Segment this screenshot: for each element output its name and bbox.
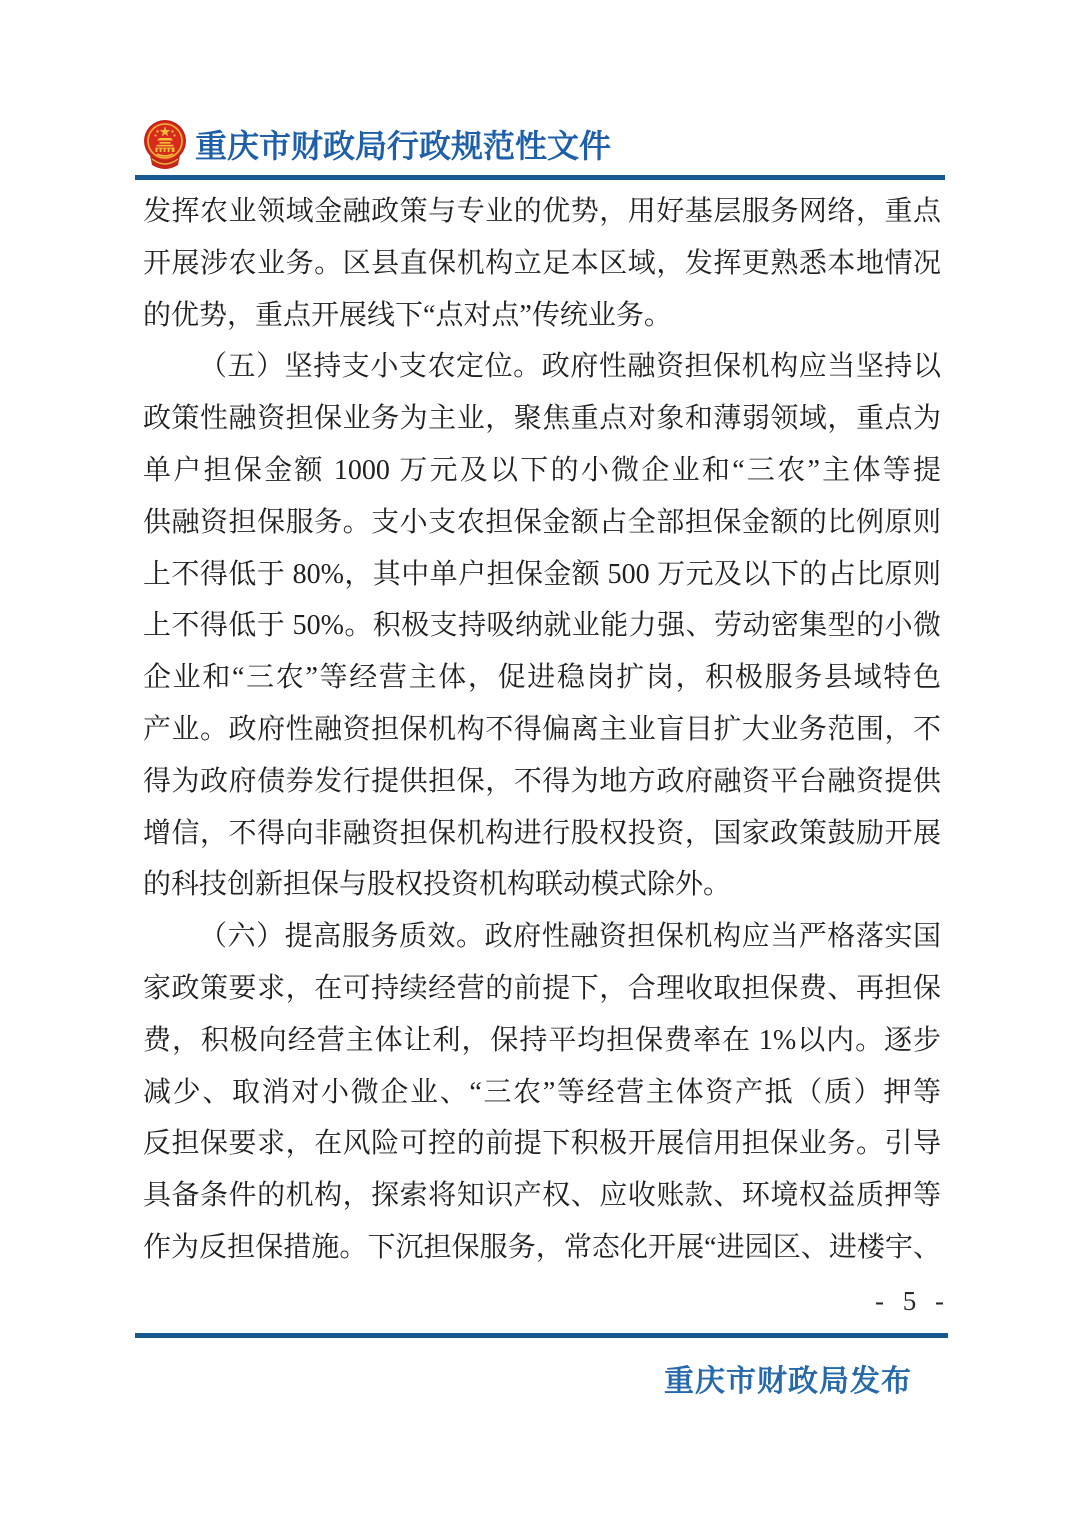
body-line: 的优势，重点开展线下“点对点”传统业务。	[143, 299, 672, 331]
body-line: 企业和“三农”等经营主体，促进稳岗扩岗，积极服务县域特色	[143, 662, 941, 694]
body-line: 单户担保金额 1000 万元及以下的小微企业和“三农”主体等提	[143, 454, 941, 486]
document-body	[143, 186, 941, 1274]
body-line: 上不得低于 50%。积极支持吸纳就业能力强、劳动密集型的小微	[143, 610, 941, 642]
body-line: 作为反担保措施。下沉担保服务，常态化开展“进园区、进楼宇、	[143, 1231, 941, 1263]
body-line: （五）坚持支小支农定位。政府性融资担保机构应当坚持以	[199, 351, 941, 383]
document-header-title: 重庆市财政局行政规范性文件	[195, 128, 612, 164]
body-line: 产业。政府性融资担保机构不得偏离主业盲目扩大业务范围，不	[143, 713, 941, 745]
national-emblem-icon	[143, 118, 187, 170]
publisher-label: 重庆市财政局发布	[664, 1365, 912, 1398]
body-line: 减少、取消对小微企业、“三农”等经营主体资产抵（质）押等	[143, 1076, 941, 1108]
body-line: 供融资担保服务。支小支农担保金额占全部担保金额的比例原则	[143, 506, 941, 538]
body-line: 发挥农业领域金融政策与专业的优势，用好基层服务网络，重点	[143, 196, 941, 227]
body-line: 得为政府债券发行提供担保，不得为地方政府融资平台融资提供	[143, 765, 941, 797]
body-line: 费，积极向经营主体让利，保持平均担保费率在 1%以内。逐步	[143, 1024, 941, 1056]
body-line: 家政策要求，在可持续经营的前提下，合理收取担保费、再担保	[143, 972, 941, 1004]
body-line: 上不得低于 80%，其中单户担保金额 500 万元及以下的占比原则	[143, 558, 941, 590]
page-number: - 5 -	[875, 1286, 950, 1316]
body-line: 的科技创新担保与股权投资机构联动模式除外。	[143, 869, 732, 901]
body-line: 具备条件的机构，探索将知识产权、应收账款、环境权益质押等	[143, 1180, 941, 1212]
body-line: 反担保要求，在风险可控的前提下积极开展信用担保业务。引导	[143, 1128, 941, 1160]
document-header	[143, 116, 611, 172]
body-line: 开展涉农业务。区县直保机构立足本区域，发挥更熟悉本地情况	[143, 247, 941, 279]
body-line: （六）提高服务质效。政府性融资担保机构应当严格落实国	[199, 921, 941, 953]
footer-divider	[135, 1333, 948, 1338]
body-line: 政策性融资担保业务为主业，聚焦重点对象和薄弱领域，重点为	[143, 403, 941, 435]
body-line: 增信，不得向非融资担保机构进行股权投资，国家政策鼓励开展	[143, 817, 941, 849]
header-divider	[135, 175, 945, 180]
